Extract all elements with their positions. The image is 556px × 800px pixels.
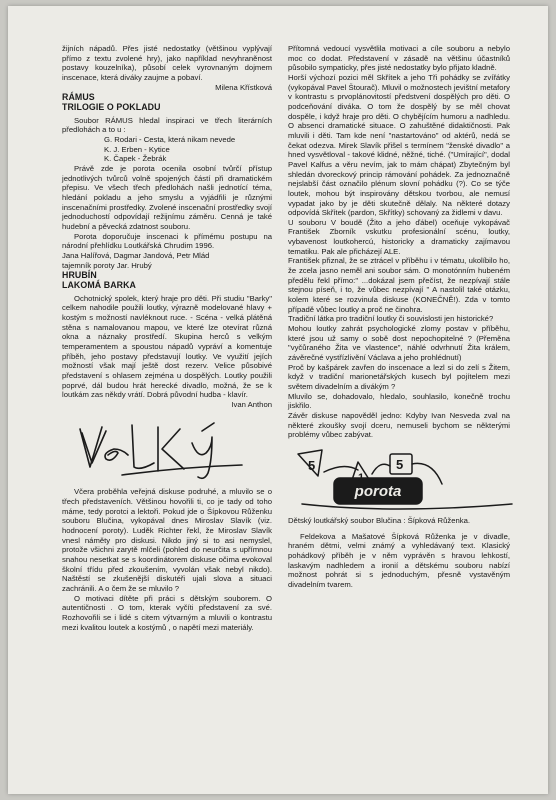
discussion-paragraph: Mluvilo se, dohadovalo, hledalo, souhlasilo, konečně trochu jiskřilo. xyxy=(288,391,510,411)
discussion-paragraph: Mohou loutky zahrát psychologické zlomy postav v příběhu, které jsou už samy o sobě dost nepochopitelné ? (Přeměna "vyčůraného Žita ve vlastence", náhlé odvrhnutí Žita králem, závěrečné vystřízlivění Václava a jeho prohlédnutí) xyxy=(288,324,510,362)
velky-signature-graphic xyxy=(62,415,272,483)
barka-review: Ochotnický spolek, který hraje pro děti. Při studiu "Barky" celkem nahodile použili loutky, výrazně modelované hlavy + kostým s možností navléknout ruce. - Scéna - velká plátěná stěna s namalovanou mapou, ve které lze otevírat různá okna a náznaky prostředí. Skupina herců s velkým temperamentem a spoustou nápadů vypráví a komentuje příběh, jeho postavy představují loutky. Ve využití jejích možností však mají ještě dost rezerv. Velice působivé představení s ohlasem zejména u dospělých. Loutky použili poprvé, dál budou hrát herecké divadlo, možná, že se k loutkám zas někdy vrátí. Dobrá původní hudba - klavír. xyxy=(62,293,272,400)
discussion-paragraph: U souboru V boudě (Žito a jeho ďábel) oceňuje vykopávač František Zborník vskutku profesionální scénu, loutky, vybavenost loutkohercú, historicky a dramaticky zajímavou tematiku. Pak ale přicházejí ALE. xyxy=(288,217,510,256)
section-subheading: LAKOMÁ BARKA xyxy=(62,280,137,291)
source-item: G. Rodari - Cesta, která nikam nevede xyxy=(104,135,236,144)
logo-word: porota xyxy=(354,482,402,500)
logo-number: 5 xyxy=(308,457,316,473)
author-signature: Milena Křístková xyxy=(215,82,272,92)
ramus-recommendation: Porota doporučuje inscenaci k přímému postupu na národní přehlídku Loutkářská Chrudim 1996. xyxy=(62,231,272,251)
jury-secretary: tajemník poroty Jar. Hrubý xyxy=(62,260,152,270)
ruzenka-review: Feldekova a Mašatové Šípková Růženka je v divadle, hraném dětmi, velmi známý a vyhledávaný text. Klasický pohádkový příběh je v něm vyprávěn s hravou lehkostí, laskavým nadhledem a ironií a dětskému souboru nabízí možnost pohrát si s jednoduchým, přesně vystavěným divadelním tvarem. xyxy=(288,531,510,589)
ramus-intro: Soubor RÁMUS hledal inspiraci ve třech literárních předlohách a to u : xyxy=(62,115,272,135)
left-column xyxy=(62,44,272,632)
discussion-paragraph: Tradiční látka pro tradiční loutky či souvislosti jen historické? xyxy=(288,314,494,324)
author-signature: Ivan Anthon xyxy=(231,399,272,409)
source-item: K. J. Erben - Kytice xyxy=(104,144,170,154)
section-heading: HRUBÍN xyxy=(62,270,97,281)
section-subheading: TRILOGIE O POKLADU xyxy=(62,102,161,113)
porota-logo-graphic xyxy=(294,448,510,512)
velky-report: Včera proběhla veřejná diskuse podruhé, a mluvilo se o třech představeních. Většinou hovořili ti, co je tady od toho máme, tedy porotci a lektoři. Pokud jde o Šípkovou Růženku souboru Blučina, vykopával dnes Miroslav Slavík (viz. hodnocení poroty). Luděk Richter řekl, že Miroslav Slavík vnesl náměty pro diskusi. Nikdo jiný si to asi nemyslel, protože všichni zarytě mlčeli (pohled do neurčita s upřímnou snahou nesetkat se s koordinátorem diskuse očima evokoval školní třídu před zkoušením, vyvolán však nebyl nikdo). Naštěstí se zkušenější diskutéři ujali slova a situaci zachránili. A o čem že se mluvilo ? xyxy=(62,487,272,594)
logo-number: 5 xyxy=(396,456,404,472)
right-column xyxy=(288,44,510,590)
discussion-paragraph: Horší výchozí pozici měl Skřítek a jeho Tři pohádky se zvířátky (vykopával Pavel Štourač). Mluvil o možnostech jevištní metafory v kontrastu s prvoplánovitostí předstvení dospělých pro děti. O podceňování diváka. O tom že dospělý by se měl chovat dospěle, i když hraje pro děti. O chybějícím humoru a nadhledu. O absenci dramatické situace. O zahuštěné didaktičnosti. Pak mluvili i děti. Tam kde není "nastartováno" od aktérů, nedá se čekat odezva. Mirek Slavík přišel s termínem "ženské divadlo" a hned vysvětloval - takové klidné, něžné, tiché. ("Umírající", dodal Pavel Kalfus a věru nevím, jak to mám chápat) Zbytečným byl shledán dvoreckový princip rámování pohádek. Za jednoznačně nejslabší část označilo plénum slovní pohádku (?). Co se týče loutek, mohou být inspirovány dětskou tvorbou, ale nemusí vypadat jako by je děti skutečně dělaly. Na některé dotazy odpovídá Skřítek (pardon, Skřítky) schovaný za židlemi v davu. xyxy=(288,72,510,218)
section-heading: RÁMUS xyxy=(62,92,95,103)
newsletter-page xyxy=(8,6,548,794)
photo-caption: Dětský loutkářský soubor Blučina : Šípková Růženka. xyxy=(288,515,471,525)
logo-number: 1 xyxy=(358,471,365,484)
ramus-review: Právě zde je porota ocenila osobní tvůrčí přístup jednotlivých tvůrců volně spojených částí při dramatickém přepisu. Ve všech třech předlohách našli jednotící téma, hledání pokladu a jeho smyslu a vyjádřili je různými inscenačními prostředky. Zvolené inscenační prostředky svojí jednoduchostí odpovídají režijnímu záměru. Cenná je také hudební a pěvecká zdatnost souboru. xyxy=(62,163,272,231)
intro-paragraph: žijních nápadů. Přes jisté nedostatky (většinou vyplývají přímo z textu zvolené hry), jako například nevyhraněnost postavy kouzelníka), působí celek vyrovnaným dojmem inscenace, která diváky zaujme a pobaví. xyxy=(62,44,272,82)
discussion-paragraph: Proč by kašpárek zavřen do inscenace a lezl si do zelí s Žitem, když v tradiční marionetářských kusech byl pojítelem mezi světem divadelním a divákým ? xyxy=(288,362,510,391)
velky-report-continued: O motivaci dítěte při práci s dětským souborem. O autentičnosti . O tom, kterak vyčíti představení za své. Rozhovořili se i lidé s citem výtvarným a mluvili o kontrastu mezi kvalitou loutek a kostýmů , o napětí mezi materiály. xyxy=(62,593,272,632)
discussion-paragraph: František přiznal, že se ztrácel v příběhu i v tématu, ukolíbilo ho, že zcela jasno neměl ani soubor sám. O monotónním hubeném předělu řekl přímo:" ...dokázal jsem přečíst, že nezpívají stále stejnou píseň, i to, že vůbec nezpívají " A nastolil také otázku, kolem které se rozvinula diskuse (KONEČNĚ!). Zda v tomto případě vůbec loutky a proč ne činohra. xyxy=(288,256,510,314)
discussion-paragraph: Přítomná vedoucí vysvětlila motivaci a cíle souboru a nebylo moc co dodat. Představení v zásadě na většinu účastníků působilo sympaticky, přes jisté nedostatky bylo přijato kladně. xyxy=(288,44,510,73)
source-item: K. Čapek - Žebrák xyxy=(104,154,167,164)
discussion-conclusion: Závěr diskuse napověděl jedno: Kdyby Ivan Nesveda zval na některé zkoušky svojí dceru, nemuseli bychom se některými problémy vůbec zabývat. xyxy=(288,410,510,440)
jury-names: Jana Halířová, Dagmar Jandová, Petr Mlád xyxy=(62,250,210,260)
